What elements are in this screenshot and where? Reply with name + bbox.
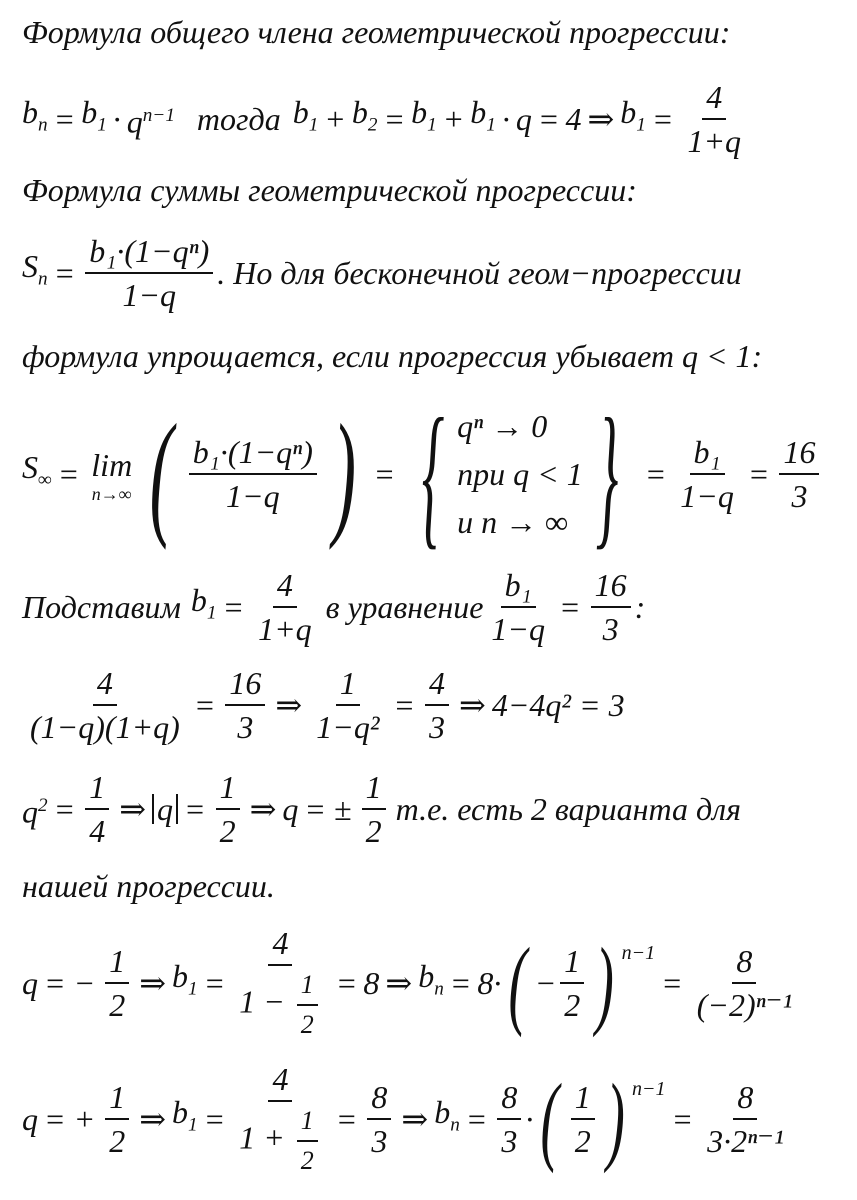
q-values-line: $q^2$ = $\frac{1}{4}$ ⇒ q = $\frac{1}{2}$ ⇒ q = ± $\frac{1}{2}$ т.е. есть 2 варианта для: [22, 769, 741, 849]
conditions-block: qⁿ → 0 при q < 1 и n → ∞: [457, 408, 583, 540]
limit-operator: lim n→∞: [91, 447, 133, 504]
text-formula-simplifies: формула упрощается, если прогрессия убывает q < 1:: [22, 338, 763, 374]
text-our-progression: нашей прогрессии.: [22, 868, 275, 904]
case-negative-q: q = − $\frac{1}{2}$ ⇒ $b_1$ = 4 1 − $\frac{1}{2}$ = 8 ⇒ $b_n$ = 8· ( − $\frac{1}{2}$ ) $^{n-1}$ = $\frac{8}{\text{(−2)ⁿ⁻¹}}$: [22, 925, 793, 1039]
case-positive-q: q = + $\frac{1}{2}$ ⇒ $b_1$ = 4 1 + $\frac{1}{2}$ = $\frac{8}{3}$ ⇒ $b_n$ = $\frac{8}{3}$ · ( $\frac{1}{2}$ ) $^{n-1}$ = $\frac{8}{\text{3·2ⁿ⁻¹}}$: [22, 1061, 784, 1175]
formula-general-term: $b_n$ = $b_1$ · $q^{n-1}$ тогда $b_1$ + $b_2$ = $b_1$ + $b_1$ · q = 4 ⇒ $b_1$ = $\frac{4}{1+q}$: [22, 78, 749, 160]
formula-infinite-sum: $S_\infty$ = lim n→∞ ( $\frac{\text{b₁·(1−qⁿ)}}{1-q}$ ) = { qⁿ → 0 при q < 1 и n → ∞ } = $\frac{\text{b₁}}{1-q}$ = $\frac{16}{3}$: [22, 394, 823, 554]
formula-sum: $S_n$ = $\frac{\text{b₁·(1−qⁿ)}}{1-q}$ . Но для бесконечной геом−прогрессии: [22, 233, 742, 313]
heading-sum: Формула суммы геометрической прогрессии:: [22, 172, 637, 208]
equation-solve-line: $\frac{4}{(1-q)(1+q)}$ = $\frac{16}{3}$ ⇒ $\frac{1}{\text{1−q²}}$ = $\frac{4}{3}$ ⇒ 4−4q² = 3: [30, 665, 625, 745]
substitution-line: Подставим $b_1$ = $\frac{4}{1+q}$ в уравнение $\frac{\text{b₁}}{1-q}$ = $\frac{16}{3}$ :: [22, 567, 646, 647]
fraction-b1: $\frac{4}{1+q}$: [687, 79, 742, 159]
text-infinite-progression: . Но для бесконечной геом−прогрессии: [217, 255, 742, 291]
fraction-sum: $\frac{\text{b₁·(1−qⁿ)}}{1-q}$: [85, 232, 213, 314]
heading-general-term: Формула общего члена геометрической прогрессии:: [22, 14, 731, 50]
text-then: тогда: [196, 101, 281, 137]
